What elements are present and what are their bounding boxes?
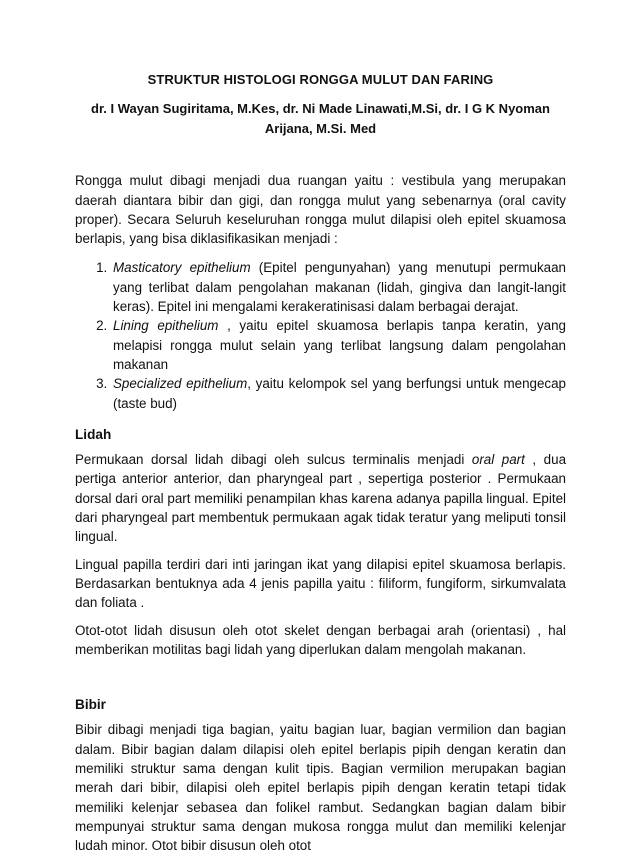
list-item-text: (Epitel pengunyahan) yang menutupi permukaan yang terlibat dalam pengolahan makanan (lidah, gingiva dan langit-langit keras). Epitel ini mengalami kerakeratinisasi dalam berbagai derajat. — [113, 260, 566, 315]
lidah-paragraph-2: Lingual papilla terdiri dari inti jaringan ikat yang dilapisi epitel skuamosa berlapis. Berdasarkan bentuknya ada 4 jenis papilla yaitu : filiform, fungiform, sirkumvalata dan foliata . — [75, 556, 566, 611]
list-item — [111, 374, 566, 413]
document-title: STRUKTUR HISTOLOGI RONGGA MULUT DAN FARING — [147, 72, 494, 87]
epithelium-list — [75, 258, 566, 412]
list-item-term: Lining epithelium — [113, 318, 219, 334]
section-heading-bibir: Bibir — [75, 697, 106, 713]
lidah-p1-start: Permukaan dorsal lidah dibagi oleh sulcus terminalis menjadi — [75, 452, 472, 468]
lidah-paragraph-1 — [75, 450, 566, 546]
lidah-p1-rest: , dua pertiga anterior anterior, dan pharyngeal part , sepertiga posterior . Permukaan dorsal dari oral part memiliki penampilan khas karena adanya papilla lingual. Epitel dari pharyngeal part membentuk permukaan agak tidak teratur yang meliputi tonsil lingual. — [75, 452, 567, 545]
list-item-term: Specialized epithelium — [113, 376, 248, 392]
list-item — [111, 258, 566, 316]
list-item-text: , yaitu kelompok sel yang berfungsi untuk mengecap (taste bud) — [113, 376, 566, 411]
section-heading-lidah: Lidah — [75, 426, 112, 442]
list-item-term: Masticatory epithelium — [113, 260, 251, 276]
document-authors: dr. I Wayan Sugiritama, M.Kes, dr. Ni Made Linawati,M.Si, dr. I G K Nyoman Arijana, M.Si. Med — [91, 101, 550, 137]
lidah-paragraph-3: Otot-otot lidah disusun oleh otot skelet dengan berbagai arah (orientasi) , hal memberikan motilitas bagi lidah yang diperlukan dalam mengolah makanan. — [75, 622, 566, 657]
list-item-text: , yaitu epitel skuamosa berlapis tanpa keratin, yang melapisi rongga mulut selain yang terlibat langsung dalam pengolahan makanan — [113, 318, 566, 372]
list-item — [111, 316, 566, 374]
section-spacer — [75, 667, 566, 695]
bibir-paragraph-1: Bibir dibagi menjadi tiga bagian, yaitu bagian luar, bagian vermilion dan bagian dalam. Bibir bagian dalam dilapisi oleh epitel berlapis pipih dengan keratin dan memiliki struktur sama dengan kulit tipis. Bagian vermilion merupakan bagian merah dari bibir, dilapisi oleh epitel berlapis pipih dengan keratin tetapi tidak memiliki kelenjar sebasea dan folikel rambut. Sedangkan bagian dalam bibir mempunyai struktur sama dengan mukosa rongga mulut dan memiliki kelenjar ludah minor. Otot bibir disusun oleh otot — [75, 722, 566, 854]
intro-paragraph: Rongga mulut dibagi menjadi dua ruangan yaitu : vestibula yang merupakan daerah diantara bibir dan gigi, dan rongga mulut yang sebenarnya (oral cavity proper). Secara Seluruh keseluruhan rongga mulut dilapisi oleh epitel skuamosa berlapis, yang bisa diklasifikasikan menjadi : — [75, 173, 566, 247]
lidah-p1-term: oral part — [471, 452, 525, 468]
